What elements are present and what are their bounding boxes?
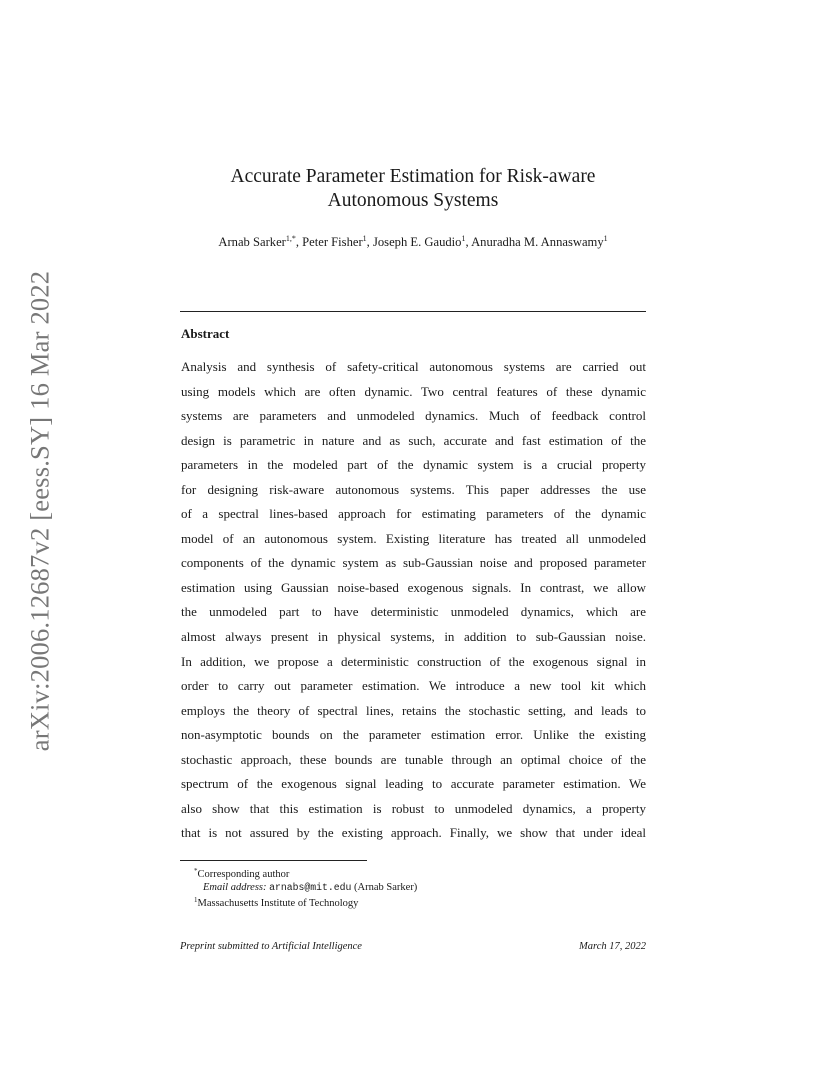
preprint-date: March 17, 2022 bbox=[579, 941, 646, 952]
abstract-line: parameters in the modeled part of the dynamic system is a crucial property bbox=[181, 457, 646, 473]
preprint-note: Preprint submitted to Artificial Intelligence bbox=[180, 941, 362, 952]
abstract-line: using models which are often dynamic. Two central features of these dynamic bbox=[181, 383, 646, 399]
abstract-line: model of an autonomous system. Existing literature has treated all unmodeled bbox=[181, 530, 646, 546]
author-separator: , bbox=[295, 235, 303, 249]
footnotes bbox=[194, 865, 417, 910]
author-separator: , bbox=[465, 235, 472, 249]
author-list bbox=[180, 234, 646, 250]
title-line: Accurate Parameter Estimation for Risk-aware bbox=[230, 166, 596, 187]
abstract-heading: Abstract bbox=[181, 326, 230, 341]
footnote-affiliation bbox=[194, 894, 417, 910]
email-label: Email address: bbox=[203, 882, 267, 893]
author-separator: , bbox=[366, 235, 373, 249]
author-name: Joseph E. Gaudio bbox=[372, 235, 462, 249]
footnote-mark: * bbox=[194, 867, 198, 875]
footnote-text: Massachusetts Institute of Technology bbox=[197, 898, 359, 909]
author-name: Anuradha M. Annaswamy bbox=[471, 235, 604, 249]
abstract-line: also show that this estimation is robust to unmodeled dynamics, a property bbox=[181, 800, 646, 816]
abstract-line: of a spectral lines-based approach for estimating parameters of the dynamic bbox=[181, 506, 646, 522]
author-name: Peter Fisher bbox=[302, 235, 363, 249]
footnote-email bbox=[194, 881, 417, 894]
abstract-line: the unmodeled part to have deterministic unmodeled dynamics, which are bbox=[181, 604, 646, 620]
footnote-mark: 1 bbox=[194, 896, 198, 904]
abstract-line: for designing risk-aware autonomous systems. This paper addresses the use bbox=[181, 481, 646, 497]
abstract-line: Analysis and synthesis of safety-critical autonomous systems are carried out bbox=[181, 359, 646, 374]
arxiv-identifier: arXiv:2006.12687v2 [eess.SY] 16 Mar 2022 bbox=[24, 270, 55, 752]
footnote-rule bbox=[180, 860, 367, 861]
abstract-line: components of the dynamic system as sub-Gaussian noise and proposed parameter bbox=[181, 555, 646, 571]
author-affiliation-mark: 1,* bbox=[285, 234, 296, 243]
email-address: arnabs@mit.edu bbox=[269, 882, 352, 893]
abstract-line: design is parametric in nature and as such, accurate and fast estimation of the bbox=[181, 432, 646, 448]
email-owner: (Arnab Sarker) bbox=[351, 882, 418, 893]
abstract-line: stochastic approach, these bounds are tunable through an optimal choice of the bbox=[181, 751, 646, 767]
footnote-text: Corresponding author bbox=[197, 869, 290, 880]
abstract-body bbox=[181, 358, 646, 849]
author-affiliation-mark: 1 bbox=[362, 234, 367, 243]
title-line: Autonomous Systems bbox=[327, 190, 499, 211]
abstract-line: systems are parameters and unmodeled dynamics. Much of feedback control bbox=[181, 408, 646, 424]
abstract-top-rule bbox=[180, 311, 646, 312]
abstract-line: non-asymptotic bounds on the parameter estimation error. Unlike the existing bbox=[181, 727, 646, 743]
paper-title bbox=[180, 165, 646, 213]
arxiv-side-stamp bbox=[20, 270, 60, 752]
footnote-corresponding bbox=[194, 865, 417, 881]
abstract-line: almost always present in physical systems, in addition to sub-Gaussian noise. bbox=[181, 629, 646, 645]
abstract-line: that is not assured by the existing approach. Finally, we show that under ideal bbox=[181, 825, 646, 841]
abstract-line: employs the theory of spectral lines, retains the stochastic setting, and leads to bbox=[181, 702, 646, 718]
abstract-line: In addition, we propose a deterministic construction of the exogenous signal in bbox=[181, 653, 646, 669]
abstract-line: estimation using Gaussian noise-based exogenous signals. In contrast, we allow bbox=[181, 579, 646, 595]
author-name: Arnab Sarker bbox=[218, 235, 286, 249]
author-affiliation-mark: 1 bbox=[461, 234, 466, 243]
abstract-line: spectrum of the exogenous signal leading to accurate parameter estimation. We bbox=[181, 776, 646, 792]
author-affiliation-mark: 1 bbox=[603, 234, 608, 243]
abstract-line: order to carry out parameter estimation. We introduce a new tool kit which bbox=[181, 678, 646, 694]
